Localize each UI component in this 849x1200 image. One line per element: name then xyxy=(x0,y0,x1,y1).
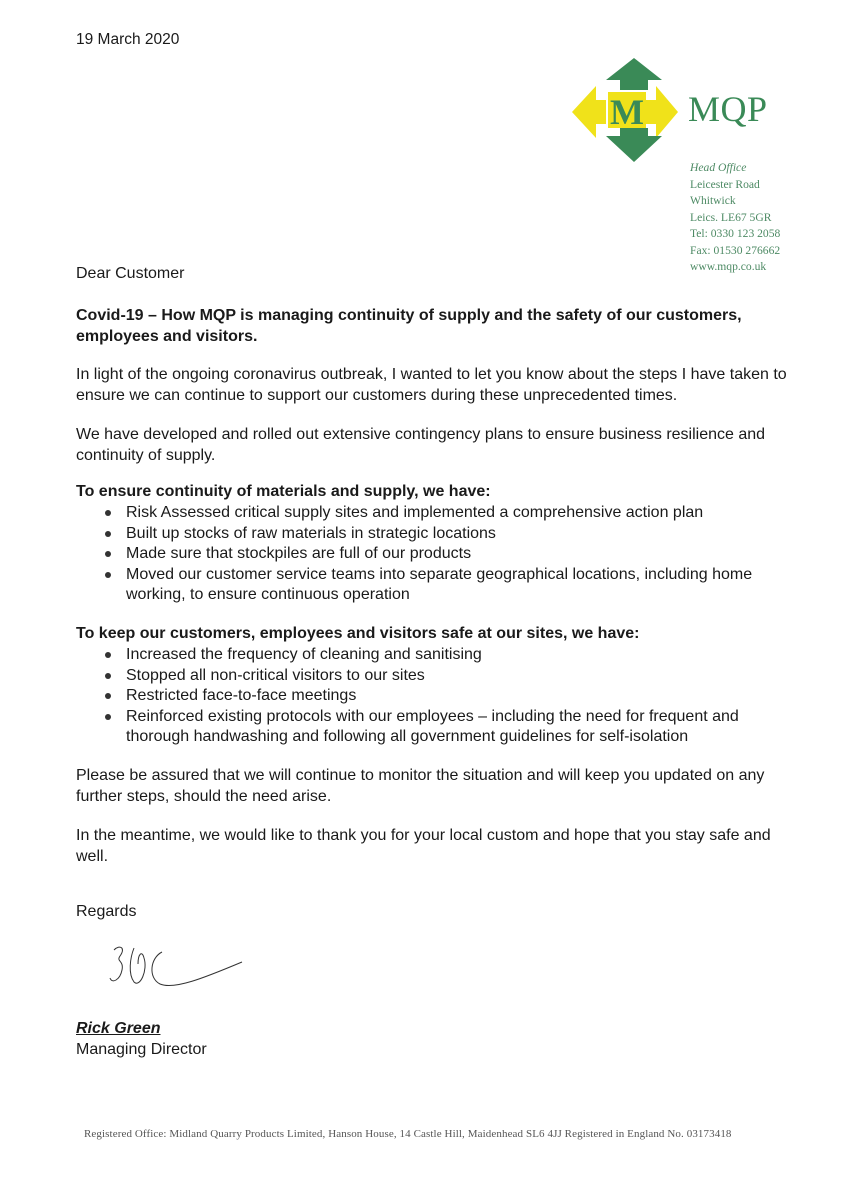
list-item xyxy=(100,544,780,565)
letter-date: 19 March 2020 xyxy=(76,31,180,48)
letter-heading: Covid-19 – How MQP is managing continuity of supply and the safety of our customers, employees and visitors. xyxy=(76,307,742,345)
phone-line: Tel: 0330 123 2058 xyxy=(690,227,781,240)
list-item-text: Made sure that stockpiles are full of our products xyxy=(126,545,472,562)
signature-icon xyxy=(104,940,246,996)
list-item xyxy=(100,686,780,707)
head-office-label: Head Office xyxy=(690,161,747,174)
address-line: Whitwick xyxy=(690,194,736,207)
paragraph: In light of the ongoing coronavirus outbreak, I wanted to let you know about the steps I have taken to ensure we can continue to support our customers during these unprecedented times. xyxy=(76,366,787,404)
section-title: To ensure continuity of materials and supply, we have: xyxy=(76,483,491,500)
list-item-text: Restricted face-to-face meetings xyxy=(126,687,357,704)
list-item xyxy=(100,524,780,545)
bullet-icon xyxy=(105,572,111,578)
list-item xyxy=(100,565,780,606)
paragraph: We have developed and rolled out extensive contingency plans to ensure business resilience and continuity of supply. xyxy=(76,426,766,464)
head-office-address xyxy=(690,160,780,276)
list-item xyxy=(100,645,780,666)
salutation: Dear Customer xyxy=(76,265,185,282)
paragraph: In the meantime, we would like to thank you for your local custom and hope that you stay safe and well. xyxy=(76,827,771,865)
closing: Regards xyxy=(76,903,137,920)
list-item xyxy=(100,666,780,687)
bullet-icon xyxy=(105,714,111,720)
bullet-icon xyxy=(105,673,111,679)
section-title: To keep our customers, employees and visitors safe at our sites, we have: xyxy=(76,625,640,642)
bullet-icon xyxy=(105,531,111,537)
bullet-list xyxy=(100,503,780,606)
bullet-icon xyxy=(105,652,111,658)
list-item-text: Built up stocks of raw materials in strategic locations xyxy=(126,524,496,542)
brand-name: MQP xyxy=(688,89,768,129)
mqp-logo-icon xyxy=(568,58,686,164)
signatory-title: Managing Director xyxy=(76,1041,207,1058)
signatory-name: Rick Green xyxy=(76,1020,161,1037)
list-item-text: Risk Assessed critical supply sites and implemented a comprehensive action plan xyxy=(126,504,704,521)
list-item-text: Moved our customer service teams into separate geographical locations, including home working, to ensure continuous operation xyxy=(126,565,753,603)
address-line: Leicester Road xyxy=(690,177,760,191)
bullet-list xyxy=(100,645,780,748)
logo-letter: M xyxy=(610,92,644,132)
paragraph: Please be assured that we will continue to monitor the situation and will keep you updated on any further steps, should the need arise. xyxy=(76,767,765,805)
website-link[interactable]: www.mqp.co.uk xyxy=(690,260,767,273)
list-item xyxy=(100,707,780,748)
address-line: Leics. LE67 5GR xyxy=(690,210,772,224)
list-item-text: Reinforced existing protocols with our employees – including the need for frequent and thorough handwashing and following all government guidelines for self-isolation xyxy=(126,707,739,745)
bullet-icon xyxy=(105,693,111,699)
list-item-text: Increased the frequency of cleaning and sanitising xyxy=(126,646,482,663)
registered-office-footer: Registered Office: Midland Quarry Products Limited, Hanson House, 14 Castle Hill, Maidenhead SL6 4JJ Registered in England No. 03173418 xyxy=(84,1128,732,1140)
list-item xyxy=(100,503,780,524)
bullet-icon xyxy=(105,551,111,557)
bullet-icon xyxy=(105,510,111,516)
list-item-text: Stopped all non-critical visitors to our sites xyxy=(126,666,425,684)
fax-line: Fax: 01530 276662 xyxy=(690,243,781,257)
